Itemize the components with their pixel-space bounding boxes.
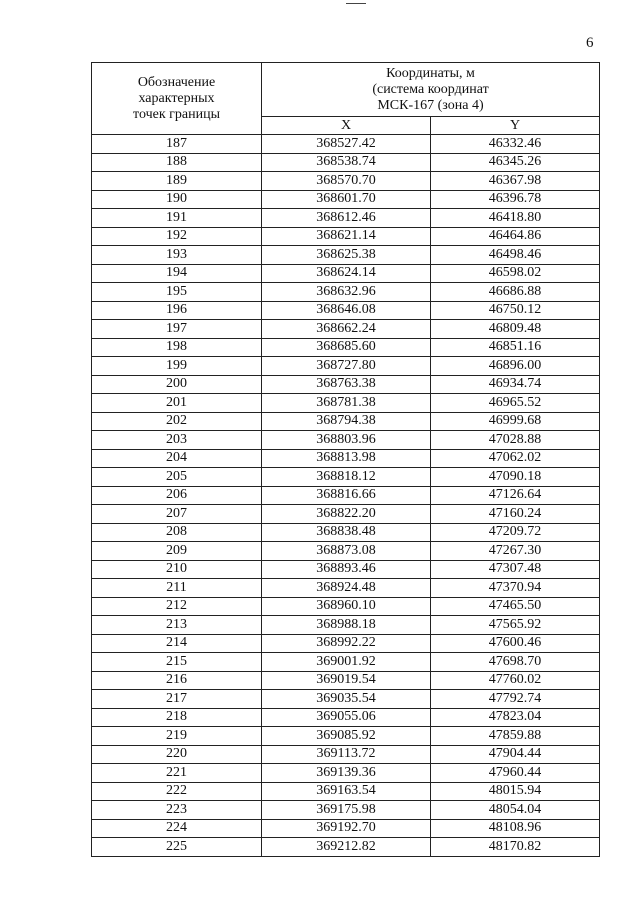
table-row: [92, 227, 600, 246]
x-coordinate-cell: 369139.36: [262, 764, 431, 783]
y-coordinate-cell: 48108.96: [431, 819, 600, 838]
x-coordinate-cell: 368621.14: [262, 227, 431, 246]
x-coordinate-cell: 368822.20: [262, 505, 431, 524]
table-row: [92, 745, 600, 764]
point-id-cell: 201: [92, 394, 262, 413]
point-id-cell: 220: [92, 745, 262, 764]
table-row: [92, 653, 600, 672]
y-coordinate-cell: 47698.70: [431, 653, 600, 672]
point-id-cell: 196: [92, 301, 262, 320]
point-id-cell: 211: [92, 579, 262, 598]
y-coordinate-cell: 47600.46: [431, 634, 600, 653]
x-coordinate-cell: 368816.66: [262, 486, 431, 505]
y-coordinate-cell: 46686.88: [431, 283, 600, 302]
x-coordinate-cell: 368527.42: [262, 135, 431, 154]
table-row: [92, 412, 600, 431]
table-row: [92, 301, 600, 320]
y-coordinate-cell: 47126.64: [431, 486, 600, 505]
table-row: [92, 153, 600, 172]
x-coordinate-cell: 368803.96: [262, 431, 431, 450]
x-coordinate-cell: 368570.70: [262, 172, 431, 191]
y-coordinate-cell: 46464.86: [431, 227, 600, 246]
table-row: [92, 542, 600, 561]
x-coordinate-cell: 368818.12: [262, 468, 431, 487]
y-coordinate-cell: 47465.50: [431, 597, 600, 616]
point-id-cell: 221: [92, 764, 262, 783]
y-coordinate-cell: 46809.48: [431, 320, 600, 339]
top-dash-mark: [346, 3, 366, 4]
table-row: [92, 523, 600, 542]
y-column-header: Y: [431, 117, 600, 135]
point-id-cell: 193: [92, 246, 262, 265]
point-id-cell: 214: [92, 634, 262, 653]
x-coordinate-cell: 369035.54: [262, 690, 431, 709]
x-coordinate-cell: 369192.70: [262, 819, 431, 838]
y-coordinate-cell: 47823.04: [431, 708, 600, 727]
x-coordinate-cell: 368763.38: [262, 375, 431, 394]
point-id-cell: 203: [92, 431, 262, 450]
point-id-cell: 218: [92, 708, 262, 727]
point-id-cell: 192: [92, 227, 262, 246]
y-coordinate-cell: 47160.24: [431, 505, 600, 524]
y-coordinate-cell: 47760.02: [431, 671, 600, 690]
x-coordinate-cell: 368813.98: [262, 449, 431, 468]
x-coordinate-cell: 368632.96: [262, 283, 431, 302]
y-coordinate-cell: 47960.44: [431, 764, 600, 783]
x-coordinate-cell: 369019.54: [262, 671, 431, 690]
x-coordinate-cell: 369001.92: [262, 653, 431, 672]
y-coordinate-cell: 46396.78: [431, 190, 600, 209]
table-row: [92, 394, 600, 413]
y-coordinate-cell: 46934.74: [431, 375, 600, 394]
y-coordinate-cell: 47370.94: [431, 579, 600, 598]
y-coordinate-cell: 47028.88: [431, 431, 600, 450]
y-coordinate-cell: 47209.72: [431, 523, 600, 542]
x-coordinate-cell: 368727.80: [262, 357, 431, 376]
y-coordinate-cell: 48054.04: [431, 801, 600, 820]
y-coordinate-cell: 47565.92: [431, 616, 600, 635]
coordinates-column-header-text: Координаты, м (система координат МСК-167 (зона 4): [372, 65, 489, 113]
y-coordinate-cell: 48170.82: [431, 838, 600, 857]
y-coordinate-cell: 46367.98: [431, 172, 600, 191]
table-row: [92, 505, 600, 524]
table-row: [92, 819, 600, 838]
point-id-cell: 210: [92, 560, 262, 579]
point-id-cell: 188: [92, 153, 262, 172]
y-coordinate-cell: 46498.46: [431, 246, 600, 265]
point-id-cell: 222: [92, 782, 262, 801]
table-row: [92, 560, 600, 579]
table-row: [92, 190, 600, 209]
table-row: [92, 764, 600, 783]
point-id-cell: 189: [92, 172, 262, 191]
x-coordinate-cell: 368992.22: [262, 634, 431, 653]
table-row: [92, 449, 600, 468]
table-row: [92, 283, 600, 302]
y-coordinate-cell: 47062.02: [431, 449, 600, 468]
point-id-cell: 212: [92, 597, 262, 616]
table-row: [92, 338, 600, 357]
x-coordinate-cell: 368781.38: [262, 394, 431, 413]
point-id-cell: 195: [92, 283, 262, 302]
point-id-cell: 202: [92, 412, 262, 431]
table-row: [92, 579, 600, 598]
y-coordinate-cell: 46851.16: [431, 338, 600, 357]
x-coordinate-cell: 368988.18: [262, 616, 431, 635]
x-coordinate-cell: 368893.46: [262, 560, 431, 579]
table-row: [92, 782, 600, 801]
x-coordinate-cell: 368838.48: [262, 523, 431, 542]
point-id-cell: 213: [92, 616, 262, 635]
x-coordinate-cell: 368685.60: [262, 338, 431, 357]
table-body: [92, 135, 600, 857]
y-coordinate-cell: 46332.46: [431, 135, 600, 154]
table-row: [92, 375, 600, 394]
table-row: [92, 486, 600, 505]
point-id-cell: 225: [92, 838, 262, 857]
x-coordinate-cell: 369163.54: [262, 782, 431, 801]
y-coordinate-cell: 46999.68: [431, 412, 600, 431]
point-id-cell: 191: [92, 209, 262, 228]
point-id-cell: 205: [92, 468, 262, 487]
table-row: [92, 597, 600, 616]
point-id-cell: 206: [92, 486, 262, 505]
x-coordinate-cell: 368662.24: [262, 320, 431, 339]
x-coordinate-cell: 368794.38: [262, 412, 431, 431]
x-coordinate-cell: 368612.46: [262, 209, 431, 228]
table-row: [92, 357, 600, 376]
y-coordinate-cell: 47859.88: [431, 727, 600, 746]
point-id-cell: 198: [92, 338, 262, 357]
point-id-cell: 216: [92, 671, 262, 690]
table-row: [92, 801, 600, 820]
table-row: [92, 320, 600, 339]
point-id-cell: 215: [92, 653, 262, 672]
x-coordinate-cell: 368625.38: [262, 246, 431, 265]
y-coordinate-cell: 47307.48: [431, 560, 600, 579]
table-row: [92, 431, 600, 450]
point-column-header-text: Обозначение характерных точек границы: [133, 74, 220, 122]
point-id-cell: 200: [92, 375, 262, 394]
x-coordinate-cell: 369212.82: [262, 838, 431, 857]
y-coordinate-cell: 46750.12: [431, 301, 600, 320]
point-id-cell: 223: [92, 801, 262, 820]
table-row: [92, 838, 600, 857]
point-id-cell: 209: [92, 542, 262, 561]
table-row: [92, 246, 600, 265]
point-id-cell: 187: [92, 135, 262, 154]
point-id-cell: 194: [92, 264, 262, 283]
y-coordinate-cell: 46598.02: [431, 264, 600, 283]
x-coordinate-cell: 369113.72: [262, 745, 431, 764]
x-coordinate-cell: 368873.08: [262, 542, 431, 561]
point-id-cell: 217: [92, 690, 262, 709]
y-coordinate-cell: 47090.18: [431, 468, 600, 487]
point-id-cell: 207: [92, 505, 262, 524]
y-coordinate-cell: 46965.52: [431, 394, 600, 413]
point-id-cell: 204: [92, 449, 262, 468]
x-coordinate-cell: 368538.74: [262, 153, 431, 172]
point-id-cell: 208: [92, 523, 262, 542]
point-id-cell: 190: [92, 190, 262, 209]
coordinates-column-header: [262, 63, 600, 117]
y-coordinate-cell: 47792.74: [431, 690, 600, 709]
x-coordinate-cell: 368924.48: [262, 579, 431, 598]
point-column-header: [92, 63, 262, 135]
table-row: [92, 264, 600, 283]
y-coordinate-cell: 47267.30: [431, 542, 600, 561]
table-row: [92, 634, 600, 653]
y-coordinate-cell: 48015.94: [431, 782, 600, 801]
table-row: [92, 708, 600, 727]
table-row: [92, 209, 600, 228]
x-coordinate-cell: 369055.06: [262, 708, 431, 727]
y-coordinate-cell: 46418.80: [431, 209, 600, 228]
table-header-row: [92, 63, 600, 117]
x-coordinate-cell: 368646.08: [262, 301, 431, 320]
x-coordinate-cell: 369175.98: [262, 801, 431, 820]
x-coordinate-cell: 368601.70: [262, 190, 431, 209]
point-id-cell: 219: [92, 727, 262, 746]
x-coordinate-cell: 368960.10: [262, 597, 431, 616]
x-column-header: X: [262, 117, 431, 135]
y-coordinate-cell: 46345.26: [431, 153, 600, 172]
table-row: [92, 727, 600, 746]
table-row: [92, 616, 600, 635]
x-coordinate-cell: 369085.92: [262, 727, 431, 746]
table-row: [92, 172, 600, 191]
point-id-cell: 224: [92, 819, 262, 838]
page-number: 6: [586, 35, 594, 51]
table-row: [92, 671, 600, 690]
point-id-cell: 197: [92, 320, 262, 339]
table-row: [92, 468, 600, 487]
y-coordinate-cell: 46896.00: [431, 357, 600, 376]
table-row: [92, 690, 600, 709]
y-coordinate-cell: 47904.44: [431, 745, 600, 764]
coordinates-table: [91, 62, 600, 857]
x-coordinate-cell: 368624.14: [262, 264, 431, 283]
table-row: [92, 135, 600, 154]
point-id-cell: 199: [92, 357, 262, 376]
